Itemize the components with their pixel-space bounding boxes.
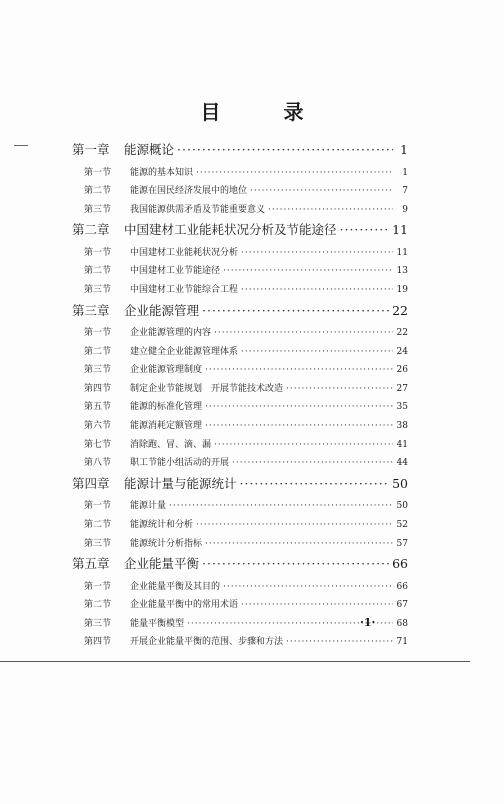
entry-label: 第五章	[72, 556, 110, 572]
toc-section-entry	[72, 498, 408, 517]
entry-page-number: 27	[396, 383, 408, 394]
entry-label: 第一章	[72, 142, 110, 157]
entry-title: 能源的标准化管理	[130, 402, 203, 413]
entry-title: 能源统计分析指标	[130, 538, 203, 549]
entry-page-number: 22	[392, 302, 408, 318]
entry-page-number: 26	[396, 365, 408, 376]
entry-title: 能源统计和分析	[130, 519, 194, 530]
toc-section-entry	[72, 597, 408, 616]
toc-section-entry	[72, 579, 408, 598]
entry-label: 第二节	[84, 346, 112, 357]
dot-leader	[196, 168, 393, 178]
entry-page-number: 35	[396, 402, 408, 413]
toc-section-entry	[72, 183, 408, 202]
entry-title: 企业能源管理的内容	[130, 328, 212, 339]
entry-label: 第三节	[84, 618, 112, 629]
entry-label: 第三节	[84, 284, 112, 295]
toc-section-entry	[72, 245, 408, 264]
entry-title: 消除跑、冒、滴、漏	[130, 439, 212, 450]
dot-leader	[205, 402, 393, 412]
toc-chapter-entry	[72, 220, 408, 245]
entry-title: 职工节能小组活动的开展	[130, 458, 230, 469]
entry-title: 中国建材工业节能途径	[130, 266, 221, 277]
entry-page-number: 67	[396, 600, 408, 611]
table-of-contents	[72, 140, 408, 653]
dot-leader	[223, 582, 393, 592]
dot-leader	[214, 328, 393, 338]
toc-section-entry	[72, 344, 408, 363]
toc-section-entry	[72, 282, 408, 301]
dot-leader	[241, 347, 393, 357]
entry-label: 第三章	[72, 302, 110, 318]
entry-page-number: 19	[396, 284, 408, 295]
entry-title: 企业能量平衡	[124, 556, 200, 572]
entry-label: 第四章	[72, 475, 110, 491]
dot-leader	[214, 440, 393, 450]
entry-page-number: 24	[396, 346, 408, 357]
dot-leader	[202, 303, 389, 318]
entry-page-number: 44	[396, 458, 408, 469]
page-number: ·1·	[360, 616, 376, 629]
toc-section-entry	[72, 437, 408, 456]
entry-title: 我国能源供需矛盾及节能重要意义	[130, 204, 266, 215]
entry-title: 能源计量	[130, 501, 167, 512]
entry-label: 第二章	[72, 222, 110, 238]
entry-page-number: 22	[396, 328, 408, 339]
toc-section-entry	[72, 399, 408, 418]
entry-title: 制定企业节能规划 开展节能技术改造	[130, 383, 284, 394]
toc-section-entry	[72, 165, 408, 184]
entry-title: 能源计量与能源统计	[124, 475, 237, 491]
entry-title: 能源消耗定额管理	[130, 421, 203, 432]
entry-label: 第三节	[84, 365, 112, 376]
entry-page-number: 71	[396, 637, 408, 648]
entry-label: 第二节	[84, 519, 112, 530]
dot-leader	[169, 501, 393, 511]
entry-label: 第三节	[84, 204, 112, 215]
toc-section-entry	[72, 263, 408, 282]
dot-leader	[250, 186, 393, 196]
entry-page-number: 13	[396, 266, 408, 277]
dot-leader	[286, 384, 393, 394]
entry-title: 建立健全企业能源管理体系	[130, 346, 239, 357]
entry-label: 第四节	[84, 637, 112, 648]
toc-section-entry	[72, 202, 408, 221]
entry-title: 企业能量平衡及其目的	[130, 581, 221, 592]
dot-leader	[177, 142, 393, 157]
entry-page-number: 52	[396, 519, 408, 530]
entry-label: 第二节	[84, 600, 112, 611]
dot-leader	[205, 365, 393, 375]
toc-chapter-entry	[72, 474, 408, 499]
entry-label: 第二节	[84, 186, 112, 197]
entry-page-number: 66	[392, 556, 408, 572]
toc-chapter-entry	[72, 140, 408, 165]
dot-leader	[223, 266, 393, 276]
entry-page-number: 1	[400, 142, 408, 157]
entry-label: 第七节	[84, 439, 112, 450]
entry-page-number: 1	[402, 167, 408, 178]
entry-label: 第二节	[84, 266, 112, 277]
toc-section-entry	[72, 455, 408, 474]
toc-section-entry	[72, 616, 408, 635]
dot-leader	[232, 458, 393, 468]
toc-section-entry	[72, 634, 408, 653]
entry-title: 中国建材工业能耗状况分析及节能途径	[124, 222, 337, 238]
dot-leader	[202, 556, 389, 571]
entry-label: 第六节	[84, 421, 112, 432]
toc-chapter-entry	[72, 554, 408, 579]
toc-section-entry	[72, 536, 408, 555]
toc-section-entry	[72, 362, 408, 381]
entry-title: 能源的基本知识	[130, 167, 194, 178]
toc-section-entry	[72, 381, 408, 400]
entry-label: 第四节	[84, 383, 112, 394]
page-title: 目 录	[200, 100, 332, 124]
toc-chapter-entry	[72, 301, 408, 326]
entry-label: 第一节	[84, 167, 112, 178]
entry-page-number: 50	[392, 475, 408, 491]
entry-title: 开展企业能量平衡的范围、步骤和方法	[130, 637, 284, 648]
entry-page-number: 68	[396, 618, 408, 629]
dot-leader	[340, 222, 390, 237]
entry-title: 企业能源管理制度	[130, 365, 203, 376]
entry-title: 企业能量平衡中的常用术语	[130, 600, 239, 611]
entry-title: 能量平衡模型	[130, 618, 185, 629]
entry-title: 能源概论	[124, 142, 175, 157]
dot-leader	[241, 285, 393, 295]
entry-page-number: 38	[396, 421, 408, 432]
entry-label: 第一节	[84, 247, 112, 258]
entry-label: 第一节	[84, 328, 112, 339]
entry-label: 第一节	[84, 581, 112, 592]
dot-leader	[196, 520, 393, 530]
entry-title: 能源在国民经济发展中的地位	[130, 186, 248, 197]
entry-label: 第三节	[84, 538, 112, 549]
entry-label: 第五节	[84, 402, 112, 413]
scan-mark	[14, 145, 28, 146]
entry-label: 第八节	[84, 458, 112, 469]
entry-page-number: 7	[402, 186, 408, 197]
entry-page-number: 66	[396, 581, 408, 592]
entry-page-number: 9	[402, 204, 408, 215]
entry-title: 中国建材工业节能综合工程	[130, 284, 239, 295]
bottom-rule	[0, 661, 470, 662]
entry-title: 企业能源管理	[124, 302, 200, 318]
entry-label: 第一节	[84, 501, 112, 512]
dot-leader	[205, 539, 393, 549]
toc-section-entry	[72, 418, 408, 437]
entry-page-number: 57	[396, 538, 408, 549]
dot-leader	[241, 248, 393, 258]
dot-leader	[205, 421, 393, 431]
dot-leader	[241, 600, 393, 610]
entry-title: 中国建材工业能耗状况分析	[130, 247, 239, 258]
entry-page-number: 11	[396, 247, 408, 258]
dot-leader	[286, 637, 393, 647]
entry-page-number: 50	[396, 501, 408, 512]
toc-section-entry	[72, 517, 408, 536]
entry-page-number: 11	[392, 222, 408, 238]
dot-leader	[240, 476, 390, 491]
dot-leader	[268, 205, 393, 215]
toc-section-entry	[72, 325, 408, 344]
entry-page-number: 41	[396, 439, 408, 450]
